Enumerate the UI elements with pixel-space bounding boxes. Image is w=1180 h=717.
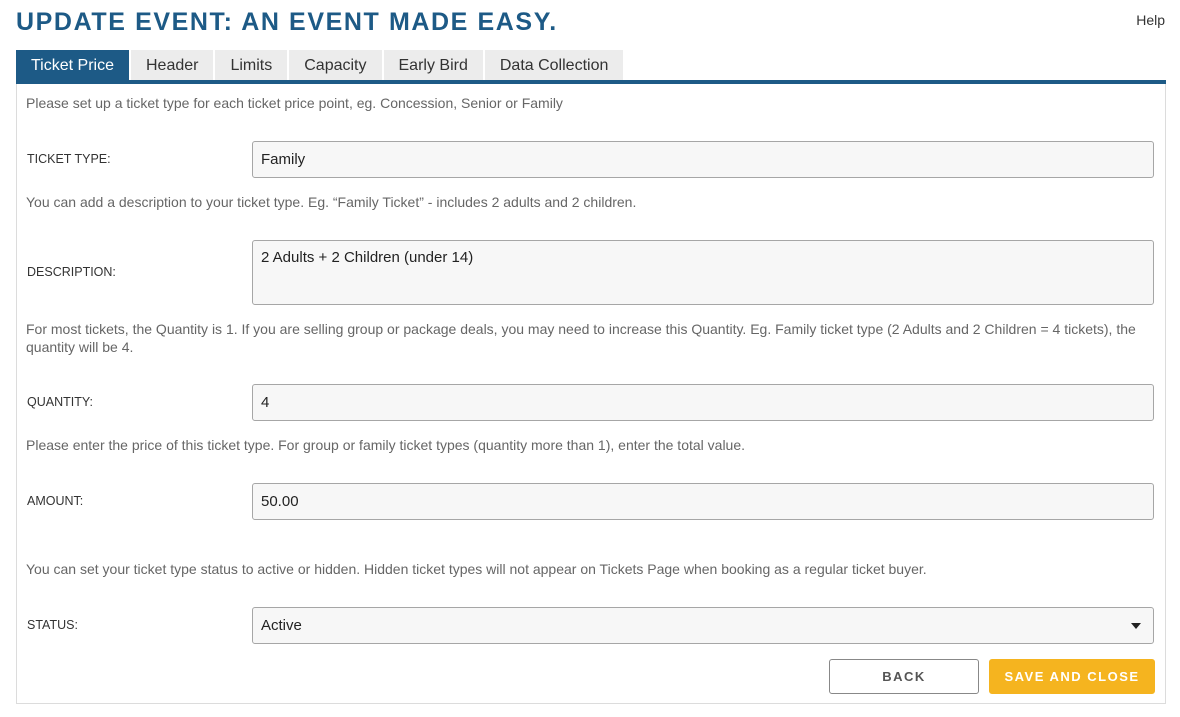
tab-data-collection[interactable]: Data Collection <box>485 50 624 81</box>
status-hint: You can set your ticket type status to active or hidden. Hidden ticket types will not appear on Tickets Page when booking as a regular ticket buyer. <box>26 561 927 577</box>
status-select[interactable] <box>252 607 1154 644</box>
page-title: UPDATE EVENT: AN EVENT MADE EASY. <box>16 8 558 36</box>
amount-hint: Please enter the price of this ticket type. For group or family ticket types (quantity more than 1), enter the total value. <box>26 437 746 453</box>
help-link[interactable]: Help <box>1136 12 1165 28</box>
amount-input[interactable] <box>252 483 1154 520</box>
tab-ticket-price[interactable]: Ticket Price <box>16 50 129 81</box>
description-hint: You can add a description to your ticket type. Eg. “Family Ticket” - includes 2 adults and 2 children. <box>26 194 637 210</box>
chevron-down-icon <box>1131 623 1141 629</box>
amount-label: AMOUNT: <box>27 494 84 508</box>
tab-capacity[interactable]: Capacity <box>289 50 381 81</box>
intro-hint: Please set up a ticket type for each ticket price point, eg. Concession, Senior or Family <box>26 95 563 111</box>
status-selected-value: Active <box>261 617 302 634</box>
ticket-type-label: TICKET TYPE: <box>27 152 111 166</box>
back-button[interactable]: BACK <box>829 659 979 694</box>
tab-limits[interactable]: Limits <box>215 50 287 81</box>
quantity-label: QUANTITY: <box>27 395 93 409</box>
status-label: STATUS: <box>27 618 78 632</box>
save-and-close-button[interactable]: SAVE AND CLOSE <box>989 659 1155 694</box>
tab-early-bird[interactable]: Early Bird <box>384 50 483 81</box>
quantity-hint: For most tickets, the Quantity is 1. If you are selling group or package deals, you may need to increase this Quantity. Eg. Family ticket type (2 Adults and 2 Children = 4 tickets), the quantity will be 4. <box>26 321 1136 355</box>
ticket-type-input[interactable] <box>252 141 1154 178</box>
tab-bar <box>16 50 623 81</box>
description-textarea[interactable] <box>252 240 1154 305</box>
tab-header[interactable]: Header <box>131 50 213 81</box>
quantity-input[interactable] <box>252 384 1154 421</box>
description-label: DESCRIPTION: <box>27 265 116 279</box>
